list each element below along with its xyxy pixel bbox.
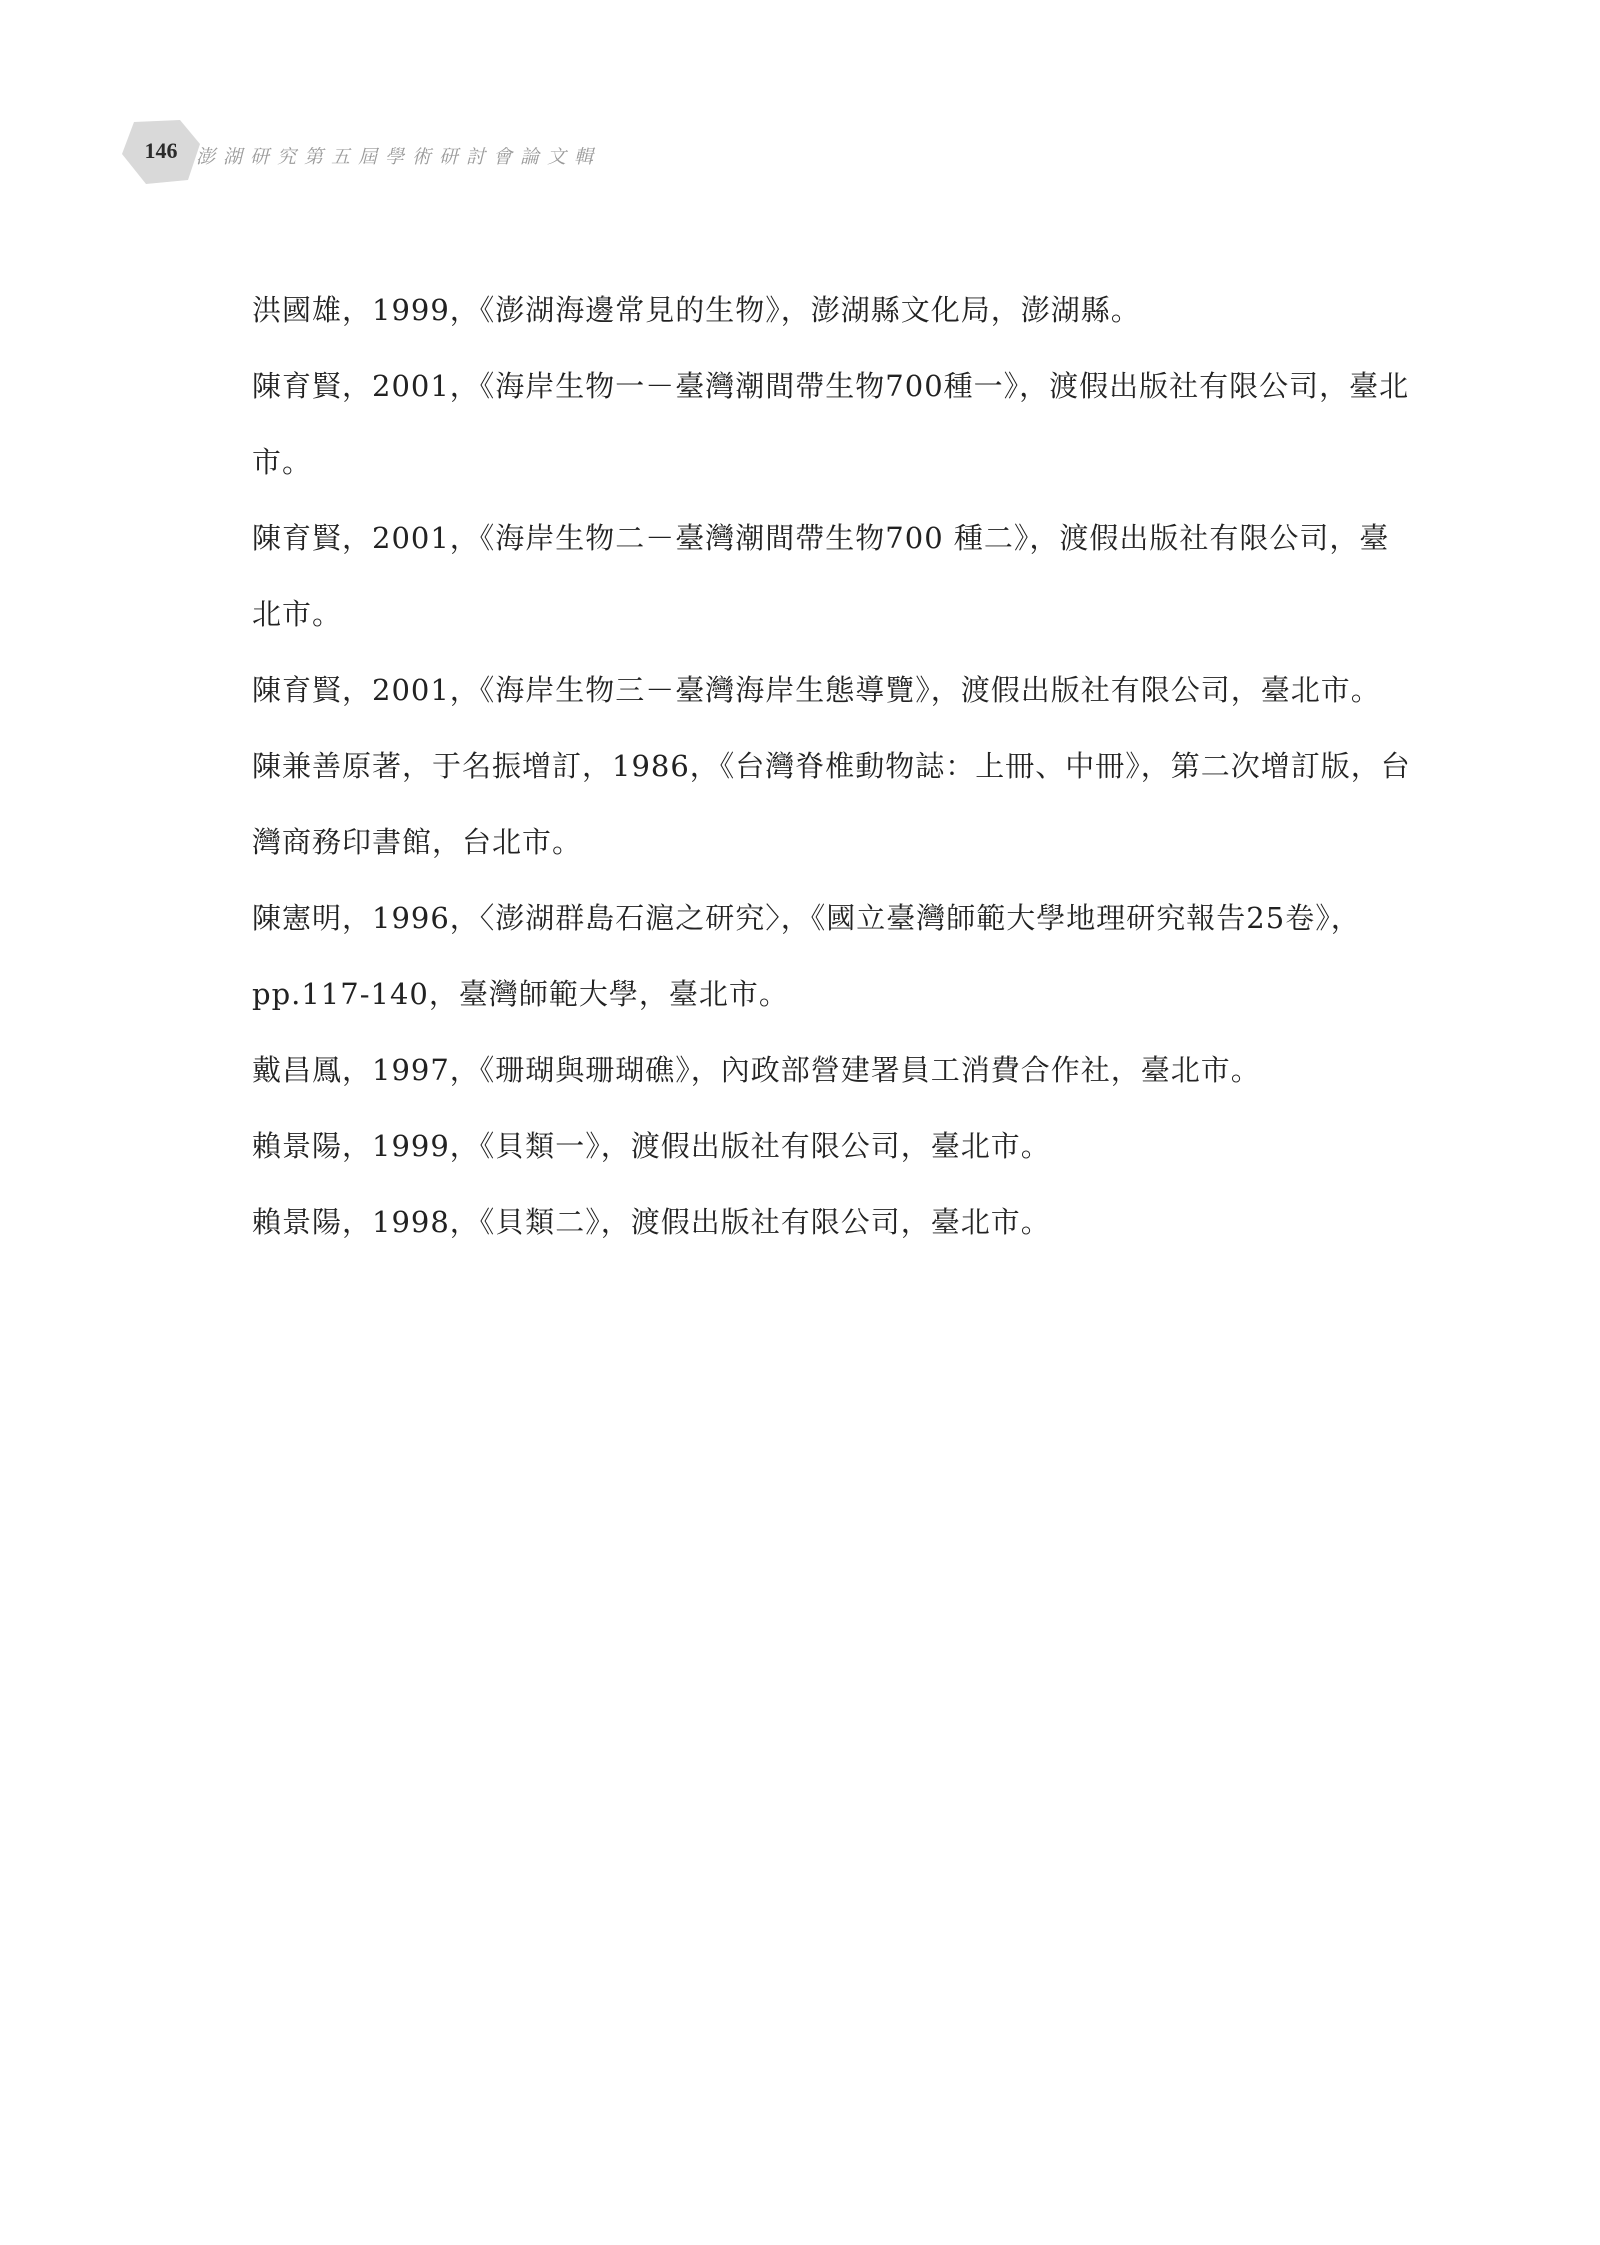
reference-entry: 陳兼善原著，于名振增訂，1986，《台灣脊椎動物誌：上冊、中冊》，第二次增訂版，台灣商務印書館，台北市。	[252, 749, 1411, 859]
reference-entry: 陳育賢，2001，《海岸生物三－臺灣海岸生態導覽》，渡假出版社有限公司，臺北市。	[252, 673, 1381, 707]
reference-entry: 陳育賢，2001，《海岸生物二－臺灣潮間帶生物700 種二》，渡假出版社有限公司，臺北市。	[252, 521, 1390, 631]
reference-entry: 洪國雄，1999，《澎湖海邊常見的生物》，澎湖縣文化局，澎湖縣。	[252, 293, 1141, 327]
reference-entry: 賴景陽，1999，《貝類一》，渡假出版社有限公司，臺北市。	[252, 1129, 1051, 1163]
reference-entry: 戴昌鳳，1997，《珊瑚與珊瑚礁》，內政部營建署員工消費合作社，臺北市。	[252, 1053, 1261, 1087]
page-number-badge	[120, 120, 202, 186]
reference-entry: 賴景陽，1998，《貝類二》，渡假出版社有限公司，臺北市。	[252, 1205, 1051, 1239]
reference-entry: 陳育賢，2001，《海岸生物一－臺灣潮間帶生物700種一》，渡假出版社有限公司，臺北市。	[252, 369, 1410, 479]
reference-list	[252, 272, 1412, 1260]
page-header	[120, 120, 820, 190]
reference-entry: 陳憲明，1996，〈澎湖群島石滬之研究〉，《國立臺灣師範大學地理研究報告25卷》，pp.117-140，臺灣師範大學，臺北市。	[252, 901, 1361, 1011]
page-number: 146	[144, 138, 178, 163]
running-title: 澎湖研究第五屆學術研討會論文輯	[196, 146, 602, 168]
